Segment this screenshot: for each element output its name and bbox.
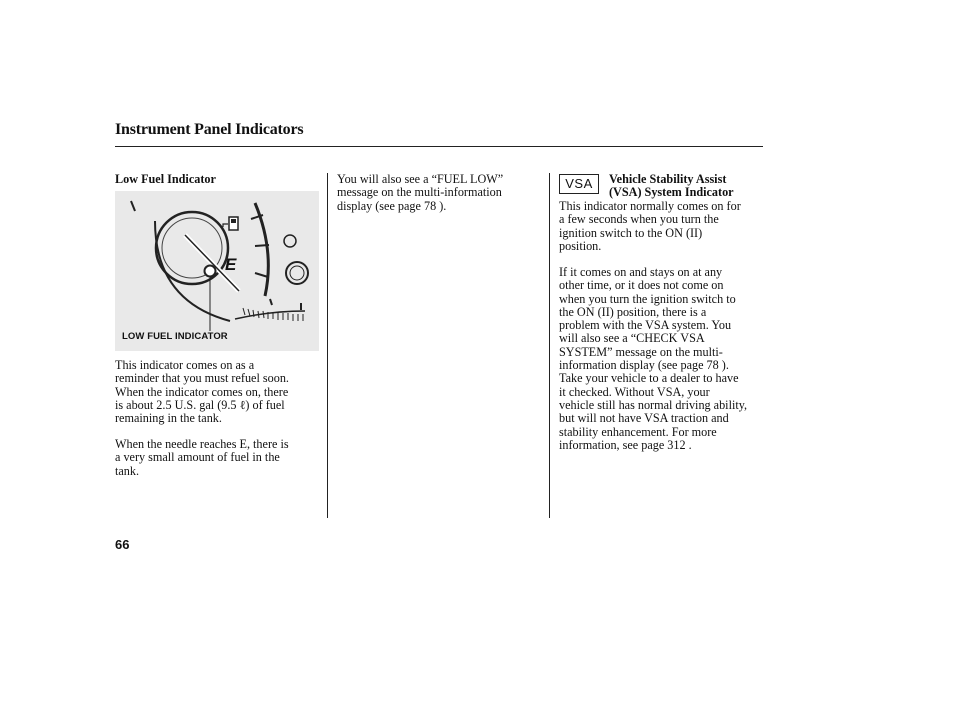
low-fuel-figure <box>115 191 319 351</box>
page-number: 66 <box>115 537 130 552</box>
fuel-gauge-illustration <box>115 191 319 351</box>
fuel-pump-icon <box>223 217 238 230</box>
figure-caption: LOW FUEL INDICATOR <box>122 331 228 342</box>
column-divider-1 <box>327 173 328 518</box>
gauge-dial-ring <box>156 212 228 284</box>
page-title: Instrument Panel Indicators <box>115 121 304 138</box>
low-fuel-paragraph-2: When the needle reaches E, there is a very small amount of fuel in the tank. <box>115 437 289 478</box>
low-fuel-paragraph-1: This indicator comes on as a reminder that you must refuel soon. When the indicator comes on, there is about 2.5 U.S. gal (9.5 ℓ) of fuel remaining in the tank. <box>115 358 289 426</box>
gauge-tick <box>255 245 269 246</box>
vsa-indicator-icon: VSA <box>559 174 599 194</box>
low-fuel-heading: Low Fuel Indicator <box>115 172 216 186</box>
gauge-bottom-arc <box>235 311 305 319</box>
gauge-tick <box>270 299 272 305</box>
vsa-paragraph-2: If it comes on and stays on at any other time, or it does not come on when you turn the ignition switch to the ON (II) position, there is a problem with the VSA system. You will also see a “CHECK VSA SYSTEM” message on the multi- information display (see page 78 ). Take your vehicle to a dealer to have it checked. Without VSA, your vehicle still has normal driving ability, but will not have VSA traction and stability enhancement. For more information, see page 312 . <box>559 265 748 452</box>
adjacent-gauge-ring <box>286 262 308 284</box>
vsa-heading: Vehicle Stability Assist (VSA) System Indicator <box>609 172 734 200</box>
low-fuel-indicator-icon <box>205 266 216 277</box>
column-divider-2 <box>549 173 550 518</box>
oil-temp-icon <box>284 235 296 247</box>
tachometer-ticks <box>243 308 303 321</box>
gauge-tick <box>255 273 268 277</box>
vsa-paragraph-1: This indicator normally comes on for a few seconds when you turn the ignition switch to the ON (II) position. <box>559 199 741 253</box>
adjacent-gauge-inner <box>290 266 304 280</box>
fuel-low-message-paragraph: You will also see a “FUEL LOW” message on the multi-information display (see page 78 ). <box>337 172 504 213</box>
title-rule <box>115 146 763 147</box>
gauge-empty-letter: E <box>225 255 237 274</box>
gauge-tick <box>131 201 135 211</box>
